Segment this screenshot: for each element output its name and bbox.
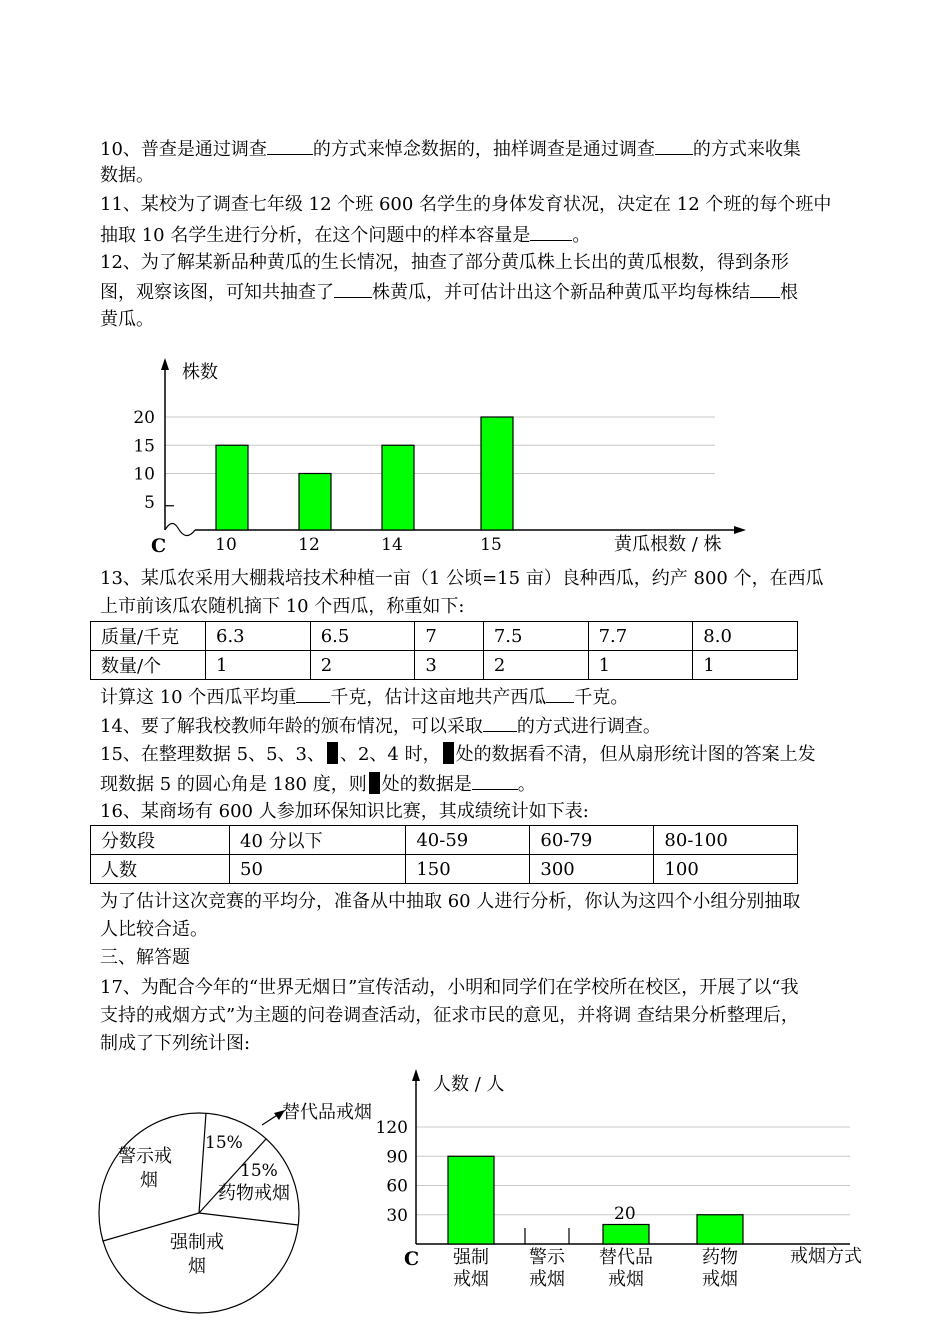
pie-label-substitute: 替代品戒烟 bbox=[282, 1102, 372, 1123]
q12-line1: 12、为了解某新品种黄瓜的生长情况，抽查了部分黄瓜株上长出的黄瓜根数，得到条形 bbox=[100, 252, 789, 273]
pie-label-warn: 警示戒 bbox=[118, 1146, 172, 1167]
blank bbox=[530, 222, 572, 241]
table-cell: 7.7 bbox=[588, 622, 693, 651]
chart1-x-tick-label: 10 bbox=[215, 535, 237, 555]
table-cell: 8.0 bbox=[693, 622, 798, 651]
obscured-data-block bbox=[443, 742, 454, 764]
chart1-bar bbox=[216, 445, 248, 530]
obscured-data-block bbox=[369, 772, 380, 794]
table-cell: 7.5 bbox=[483, 622, 588, 651]
chart2-x-tick-label: 戒烟 bbox=[453, 1269, 489, 1290]
smoking-pie-chart bbox=[0, 1090, 400, 1340]
q15-line1: 15、在整理数据 5、5、3、 、2、4 时， 处的数据看不清，但从扇形统计图的答案上发 bbox=[100, 744, 816, 765]
q10-line1: 10、普查是通过调查 的方式来悼念数据的，抽样调查是通过调查 的方式来收集 bbox=[100, 136, 801, 162]
table-row bbox=[91, 622, 798, 651]
blank bbox=[472, 771, 518, 790]
q16-line2: 为了估计这次竞赛的平均分，准备从中抽取 60 人进行分析，你认为这四个小组分别抽取 bbox=[100, 891, 801, 912]
chart1-origin: C bbox=[151, 535, 167, 557]
chart2-bars bbox=[448, 1156, 743, 1244]
pie-divider bbox=[199, 1113, 206, 1213]
pie-label-force: 烟 bbox=[188, 1256, 206, 1277]
table-row bbox=[91, 855, 798, 884]
obscured-data-block bbox=[327, 742, 338, 764]
table-cell: 1 bbox=[693, 651, 798, 680]
chart1-y-ticks bbox=[133, 408, 174, 513]
table-cell: 150 bbox=[406, 855, 530, 884]
chart2-x-labels bbox=[453, 1247, 738, 1290]
chart2-y-arrow bbox=[412, 1069, 420, 1081]
table-cell: 6.3 bbox=[206, 622, 311, 651]
row-header: 分数段 bbox=[91, 826, 230, 855]
table-cell: 60-79 bbox=[530, 826, 654, 855]
chart1-x-label: 黄瓜根数 / 株 bbox=[614, 534, 722, 555]
chart1-y-label: 株数 bbox=[182, 362, 218, 383]
table-cell: 2 bbox=[310, 651, 415, 680]
chart2-x-label: 戒烟方式 bbox=[790, 1246, 862, 1267]
q17-line2: 支持的戒烟方式”为主题的问卷调查活动，征求市民的意见，并将调 查结果分析整理后， bbox=[100, 1005, 799, 1026]
table-cell: 100 bbox=[654, 855, 798, 884]
table-cell: 1 bbox=[588, 651, 693, 680]
row-header: 数量/个 bbox=[91, 651, 206, 680]
chart2-x-tick-label: 戒烟 bbox=[702, 1269, 738, 1290]
blank bbox=[750, 279, 780, 298]
chart2-origin: C bbox=[404, 1248, 420, 1270]
chart1-x-tick-label: 15 bbox=[480, 535, 502, 555]
q10-line2: 数据。 bbox=[100, 165, 154, 186]
q12-line3: 黄瓜。 bbox=[100, 309, 154, 330]
chart1-tick-label: 20 bbox=[133, 408, 155, 428]
chart1-x-tick-label: 12 bbox=[298, 535, 320, 555]
chart2-x-tick-label: 替代品 bbox=[599, 1247, 653, 1268]
pie-pct-substitute: 15% bbox=[205, 1133, 243, 1153]
row-header: 人数 bbox=[91, 855, 230, 884]
pie-label-drug: 药物戒烟 bbox=[218, 1183, 290, 1204]
table-cell: 300 bbox=[530, 855, 654, 884]
table-cell: 80-100 bbox=[654, 826, 798, 855]
table-cell: 1 bbox=[206, 651, 311, 680]
chart1-x-tick-label: 14 bbox=[381, 535, 403, 555]
blank bbox=[296, 684, 330, 703]
table-cell: 7 bbox=[415, 622, 483, 651]
chart2-x-tick-label: 戒烟 bbox=[529, 1269, 565, 1290]
blank bbox=[483, 713, 517, 732]
row-header: 质量/千克 bbox=[91, 622, 206, 651]
chart2-tick-label: 120 bbox=[375, 1118, 408, 1138]
chart2-bar bbox=[603, 1225, 649, 1245]
q13-line1: 13、某瓜农采用大棚栽培技术种植一亩（1 公顷=15 亩）良种西瓜，约产 800 个，在西瓜 bbox=[100, 568, 824, 589]
table-cell: 50 bbox=[230, 855, 406, 884]
q17-line1: 17、为配合今年的“世界无烟日”宣传活动，小明和同学们在学校所在校区，开展了以“我 bbox=[100, 977, 799, 998]
chart2-tick-label: 90 bbox=[386, 1147, 408, 1168]
cucumber-bar-chart bbox=[0, 350, 950, 560]
table-cell: 2 bbox=[483, 651, 588, 680]
q16-line3: 人比较合适。 bbox=[100, 919, 208, 940]
q17-line3: 制成了下列统计图: bbox=[100, 1033, 251, 1054]
chart1-bar bbox=[481, 417, 513, 530]
q15-line2: 现数据 5 的圆心角是 180 度，则 处的数据是 。 bbox=[100, 771, 536, 797]
q13-line2: 上市前该瓜农随机摘下 10 个西瓜，称重如下: bbox=[100, 596, 465, 617]
blank bbox=[655, 136, 693, 155]
blank bbox=[546, 684, 574, 703]
table-cell: 3 bbox=[415, 651, 483, 680]
chart2-bar-value-label: 20 bbox=[614, 1204, 636, 1224]
chart1-x-labels bbox=[215, 535, 502, 555]
chart1-y-arrow bbox=[161, 358, 169, 370]
q13-line3: 计算这 10 个西瓜平均重 千克，估计这亩地共产西瓜 千克。 bbox=[100, 684, 628, 710]
chart2-bar bbox=[697, 1215, 743, 1244]
chart2-x-tick-label: 药物 bbox=[702, 1247, 738, 1268]
chart2-bar bbox=[448, 1156, 494, 1244]
chart1-tick-label: 10 bbox=[133, 464, 155, 485]
smoking-bar-chart bbox=[375, 1060, 940, 1340]
chart2-x-tick-label: 戒烟 bbox=[608, 1269, 644, 1290]
q11-line1: 11、某校为了调查七年级 12 个班 600 名学生的身体发育状况，决定在 12 个班的每个班中 bbox=[100, 194, 832, 215]
q14-line: 14、要了解我校教师年龄的颁布情况，可以采取 的方式进行调查。 bbox=[100, 713, 661, 739]
chart2-x-tick-label: 警示 bbox=[529, 1247, 565, 1268]
watermelon-table bbox=[90, 621, 798, 680]
pie-label-warn: 烟 bbox=[140, 1170, 158, 1191]
chart1-bar bbox=[299, 474, 331, 531]
q16-line1: 16、某商场有 600 人参加环保知识比赛，其成绩统计如下表: bbox=[100, 801, 589, 822]
chart1-bar bbox=[382, 445, 414, 530]
table-cell: 6.5 bbox=[310, 622, 415, 651]
chart2-y-ticks bbox=[376, 1118, 408, 1226]
table-cell: 40-59 bbox=[406, 826, 530, 855]
q11-line2: 抽取 10 名学生进行分析，在这个问题中的样本容量是 。 bbox=[100, 222, 590, 248]
blank bbox=[334, 279, 372, 298]
chart1-tick-label: 5 bbox=[144, 492, 155, 513]
table-row bbox=[91, 651, 798, 680]
table-row bbox=[91, 826, 798, 855]
chart1-tick-label: 15 bbox=[133, 436, 155, 457]
chart1-x-arrow bbox=[734, 526, 746, 534]
chart2-y-label: 人数 / 人 bbox=[433, 1074, 505, 1095]
pie-pct-drug: 15% bbox=[240, 1161, 278, 1181]
q12-line2: 图，观察该图，可知共抽查了 株黄瓜，并可估计出这个新品种黄瓜平均每株结 根 bbox=[100, 279, 798, 305]
chart2-tick-label: 60 bbox=[386, 1176, 408, 1197]
chart2-x-tick-label: 强制 bbox=[453, 1247, 489, 1268]
chart2-tick-label: 30 bbox=[386, 1205, 408, 1226]
pie-divider bbox=[199, 1213, 298, 1225]
score-table bbox=[90, 825, 798, 884]
chart1-axis-break bbox=[165, 523, 195, 535]
pie-label-force: 强制戒 bbox=[170, 1232, 224, 1253]
table-cell: 40 分以下 bbox=[230, 826, 406, 855]
section-title: 三、解答题 bbox=[100, 947, 190, 968]
blank bbox=[267, 136, 313, 155]
